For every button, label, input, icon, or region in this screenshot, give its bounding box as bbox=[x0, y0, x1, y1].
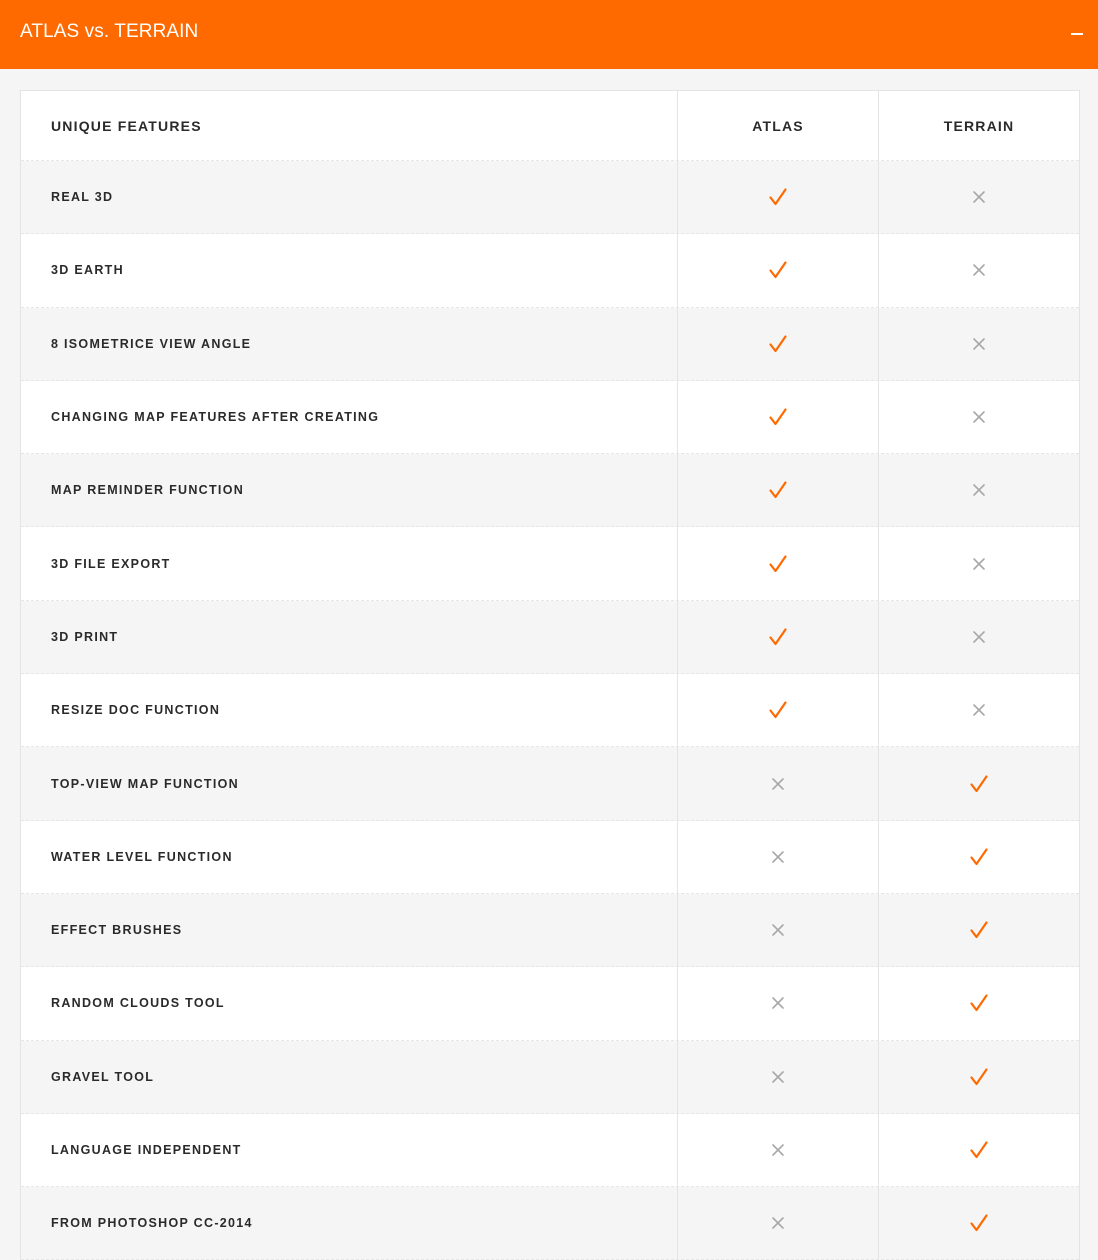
atlas-cell bbox=[678, 1114, 879, 1186]
atlas-cell bbox=[678, 527, 879, 599]
feature-label: 8 ISOMETRICE VIEW ANGLE bbox=[21, 308, 678, 380]
check-icon bbox=[768, 407, 788, 427]
atlas-cell bbox=[678, 381, 879, 453]
atlas-cell bbox=[678, 747, 879, 819]
cross-icon bbox=[972, 263, 986, 277]
cross-icon bbox=[771, 1216, 785, 1230]
table-row bbox=[21, 1114, 1079, 1187]
table-row bbox=[21, 747, 1079, 820]
check-icon bbox=[969, 993, 989, 1013]
atlas-cell bbox=[678, 1041, 879, 1113]
cross-icon bbox=[771, 777, 785, 791]
table-row bbox=[21, 161, 1079, 234]
cross-icon bbox=[972, 190, 986, 204]
check-icon bbox=[969, 774, 989, 794]
terrain-cell bbox=[879, 601, 1079, 673]
feature-label: GRAVEL TOOL bbox=[21, 1041, 678, 1113]
check-icon bbox=[969, 920, 989, 940]
feature-label: EFFECT BRUSHES bbox=[21, 894, 678, 966]
terrain-cell bbox=[879, 454, 1079, 526]
terrain-cell bbox=[879, 747, 1079, 819]
check-icon bbox=[969, 1067, 989, 1087]
cross-icon bbox=[972, 557, 986, 571]
column-header-terrain: TERRAIN bbox=[943, 117, 1015, 134]
cross-icon bbox=[972, 703, 986, 717]
comparison-table bbox=[20, 90, 1080, 1260]
table-row bbox=[21, 1187, 1079, 1260]
feature-label: 3D EARTH bbox=[21, 234, 678, 306]
terrain-cell bbox=[879, 1187, 1079, 1259]
accordion-title: ATLAS vs. TERRAIN bbox=[20, 21, 199, 42]
terrain-cell bbox=[879, 527, 1079, 599]
table-row bbox=[21, 454, 1079, 527]
check-icon bbox=[969, 847, 989, 867]
cross-icon bbox=[771, 850, 785, 864]
terrain-cell bbox=[879, 161, 1079, 233]
feature-label: 3D FILE EXPORT bbox=[21, 527, 678, 599]
table-row bbox=[21, 234, 1079, 307]
table-row bbox=[21, 1041, 1079, 1114]
terrain-cell bbox=[879, 381, 1079, 453]
cross-icon bbox=[771, 1070, 785, 1084]
check-icon bbox=[768, 480, 788, 500]
table-row bbox=[21, 674, 1079, 747]
check-icon bbox=[768, 554, 788, 574]
feature-label: LANGUAGE INDEPENDENT bbox=[21, 1114, 678, 1186]
atlas-cell bbox=[678, 967, 879, 1039]
feature-label: RESIZE DOC FUNCTION bbox=[21, 674, 678, 746]
check-icon bbox=[969, 1213, 989, 1233]
terrain-cell bbox=[879, 674, 1079, 746]
cross-icon bbox=[972, 337, 986, 351]
check-icon bbox=[768, 187, 788, 207]
table-body bbox=[21, 161, 1079, 1260]
terrain-cell bbox=[879, 821, 1079, 893]
feature-label: REAL 3D bbox=[21, 161, 678, 233]
atlas-cell bbox=[678, 161, 879, 233]
terrain-cell bbox=[879, 1114, 1079, 1186]
atlas-cell bbox=[678, 674, 879, 746]
cross-icon bbox=[972, 410, 986, 424]
terrain-cell bbox=[879, 308, 1079, 380]
cross-icon bbox=[771, 1143, 785, 1157]
terrain-cell bbox=[879, 967, 1079, 1039]
table-header-row bbox=[21, 91, 1079, 161]
feature-label: WATER LEVEL FUNCTION bbox=[21, 821, 678, 893]
atlas-cell bbox=[678, 454, 879, 526]
cross-icon bbox=[972, 483, 986, 497]
cross-icon bbox=[771, 996, 785, 1010]
feature-label: RANDOM CLOUDS TOOL bbox=[21, 967, 678, 1039]
check-icon bbox=[969, 1140, 989, 1160]
feature-label: TOP-VIEW MAP FUNCTION bbox=[21, 747, 678, 819]
terrain-cell bbox=[879, 894, 1079, 966]
accordion-panel bbox=[0, 69, 1098, 1257]
cross-icon bbox=[972, 630, 986, 644]
check-icon bbox=[768, 334, 788, 354]
table-row bbox=[21, 894, 1079, 967]
check-icon bbox=[768, 260, 788, 280]
cross-icon bbox=[771, 923, 785, 937]
minus-icon[interactable] bbox=[1071, 21, 1085, 45]
table-row bbox=[21, 527, 1079, 600]
check-icon bbox=[768, 627, 788, 647]
column-header-atlas: ATLAS bbox=[678, 91, 879, 160]
feature-label: MAP REMINDER FUNCTION bbox=[21, 454, 678, 526]
accordion-header[interactable] bbox=[0, 0, 1098, 69]
column-header-features: UNIQUE FEATURES bbox=[21, 91, 678, 160]
atlas-cell bbox=[678, 821, 879, 893]
table-row bbox=[21, 967, 1079, 1040]
terrain-cell bbox=[879, 234, 1079, 306]
feature-label: CHANGING MAP FEATURES AFTER CREATING bbox=[21, 381, 678, 453]
table-row bbox=[21, 381, 1079, 454]
feature-label: 3D PRINT bbox=[21, 601, 678, 673]
table-row bbox=[21, 601, 1079, 674]
atlas-cell bbox=[678, 308, 879, 380]
table-row bbox=[21, 308, 1079, 381]
check-icon bbox=[768, 700, 788, 720]
atlas-cell bbox=[678, 234, 879, 306]
feature-label: FROM PHOTOSHOP CC-2014 bbox=[21, 1187, 678, 1259]
atlas-cell bbox=[678, 1187, 879, 1259]
atlas-cell bbox=[678, 601, 879, 673]
terrain-cell bbox=[879, 1041, 1079, 1113]
table-row bbox=[21, 821, 1079, 894]
atlas-cell bbox=[678, 894, 879, 966]
